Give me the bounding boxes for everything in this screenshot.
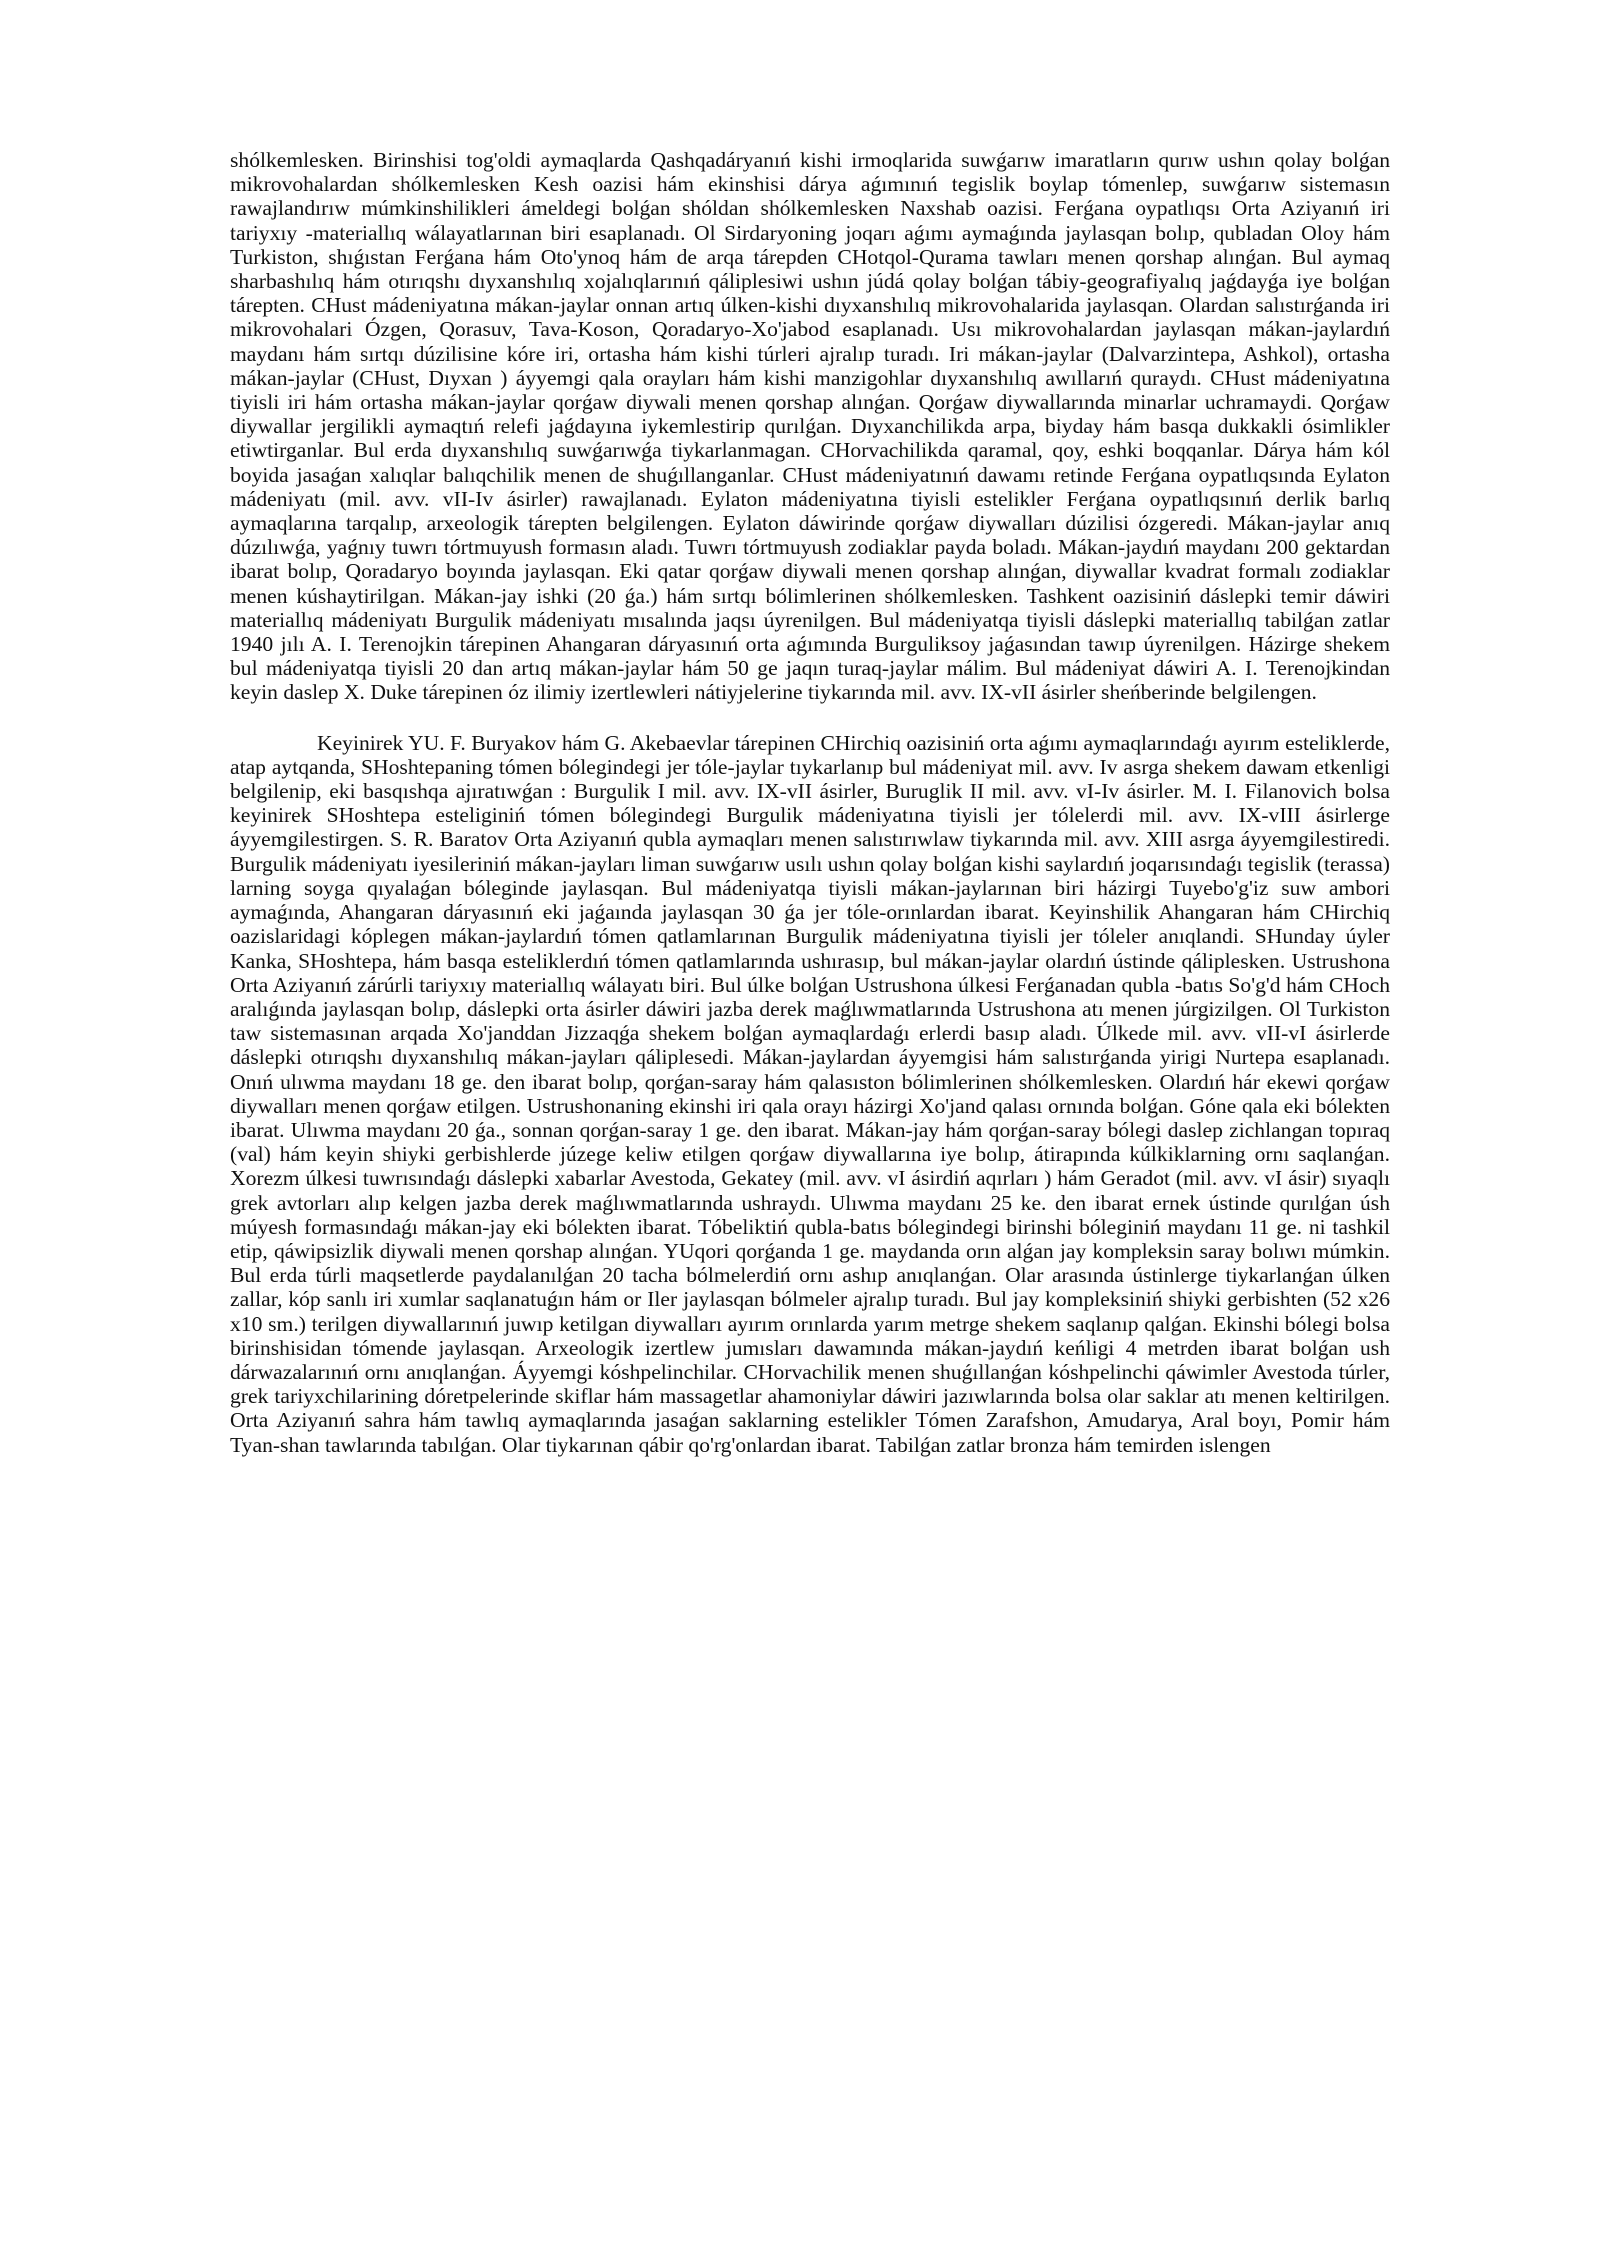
paragraph-1: shólkemlesken. Birinshisi tog'oldi aymaqlarda Qashqadáryanıń kishi irmoqlarida suwǵarıw imaratların qurıw ushın qolay bolǵan mikrovohalardan shólkemlesken Kesh oazisi hám ekinshisi dárya aǵımınıń tegislik boylap tómenlep, suwǵarıw sistemasın rawajlandırıw múmkinshilikleri ámeldegi bolǵan shóldan shólkemlesken Naxshab oazisi. Ferǵana oypatlıqsı Orta Aziyanıń iri tariyxıy -materiallıq wálayatlarınan biri esaplanadı. Ol Sirdaryoning joqarı aǵımı aymaǵında jaylasqan bolıp, qubladan Oloy hám Turkiston, shıǵıstan Ferǵana hám Oto'ynoq hám de arqa tárepden CHotqol-Qurama tawları menen qorshap alınǵan. Bul aymaq sharbashılıq hám otırıqshı dıyxanshılıq xojalıqlarınıń qáliplesiwi ushın júdá qolay bolǵan tábiy-geografiyalıq jaǵdayǵa iye bolǵan tárepten. CHust mádeniyatına mákan-jaylar onnan artıq úlken-kishi dıyxanshılıq mikrovohalarida jaylasqan. Olardan salıstırǵanda iri mikrovohalari Ózgen, Qorasuv, Tava-Koson, Qoradaryo-Xo'jabod esaplanadı. Usı mikrovohalardan jaylasqan mákan-jaylardıń maydanı hám sırtqı dúzilisine kóre iri, ortasha hám kishi túrleri ajralıp turadı. Iri mákan-jaylar (Dalvarzintepa, Ashkol), ortasha mákan-jaylar (CHust, Dıyxan ) áyyemgi qala orayları hám kishi manzigohlar dıyxanshılıq awıllarıń quraydı. CHust mádeniyatına tiyisli iri hám ortasha mákan-jaylar qorǵaw diywali menen qorshap alınǵan. Qorǵaw diywallarında minarlar uchramaydi. Qorǵaw diywallar jergilikli aymaqtıń relefi jaǵdayına iykemlestirip qurılǵan. Dıyxanchilikda arpa, biyday hám basqa dukkakli ósimlikler etiwtirganlar. Bul erda dıyxanshılıq suwǵarıwǵa tiykarlanmagan. CHorvachilikda qaramal, qoy, eshki boqqanlar. Dárya hám kól boyida jasaǵan xalıqlar balıqchilik menen de shuǵıllanganlar. CHust mádeniyatınıń dawamı retinde Ferǵana oypatlıqsında Eylaton mádeniyatı (mil. avv. vII-Iv ásirler) rawajlanadı. Eylaton mádeniyatına tiyisli estelikler Ferǵana oypatlıqsınıń derlik barlıq aymaqlarına tarqalıp, arxeologik tárepten belgilengen. Eylaton dáwirinde qorǵaw diywalları dúzilisi ózgeredi. Mákan-jaylar anıq dúzılıwǵa, yaǵnıy tuwrı tórtmuyush formasın aladı. Tuwrı tórtmuyush zodiaklar payda boladı. Mákan-jaydıń maydanı 200 gektardan ibarat bolıp, Qoradaryo boyında jaylasqan. Eki qatar qorǵaw diywali menen qorshap alınǵan, diywallar kvadrat formalı zodiaklar menen kúshaytirilgan. Mákan-jay ishki (20 ǵa.) hám sırtqı bólimlerinen shólkemlesken. Tashkent oazisiniń dáslepki temir dáwiri materiallıq mádeniyatı Burgulik mádeniyatı mısalında jaqsı úyrenilgen. Bul mádeniyatqa tiyisli dáslepki materiallıq tabilǵan zatlar 1940 jılı A. I. Terenojkin tárepinen Ahangaran dáryasınıń orta aǵımında Burguliksoy jaǵasından tawıp úyrenilgen. Házirge shekem bul mádeniyatqa tiyisli 20 dan artıq mákan-jaylar hám 50 ge jaqın turaq-jaylar málim. Bul mádeniyat dáwiri A. I. Terenojkindan keyin daslep X. Duke tárepinen óz ilimiy izertlewleri nátiyjelerine tiykarında mil. avv. IX-vII ásirler sheńberinde belgilengen. — [230, 148, 1390, 705]
paragraph-2: Keyinirek YU. F. Buryakov hám G. Akebaevlar tárepinen CHirchiq oazisiniń orta aǵımı aymaqlarındaǵı ayırım esteliklerde, atap aytqanda, SHoshtepaning tómen bólegindegi jer tóle-jaylar tıykarlanıp bul mádeniyat mil. avv. Iv asrga shekem dawam etkenligi belgilenip, eki basqıshqa ajıratıwǵan : Burgulik I mil. avv. IX-vII ásirler, Buruglik II mil. avv. vI-Iv ásirler. M. I. Filanovich bolsa keyinirek SHoshtepa esteliginiń tómen bólegindegi Burgulik mádeniyatına tiyisli jer tólelerdi mil. avv. IX-vIII ásirlerge áyyemgilestirgen. S. R. Baratov Orta Aziyanıń qubla aymaqları menen salıstırıwlaw tiykarında mil. avv. XIII asrga áyyemgilestiredi. Burgulik mádeniyatı iyesileriniń mákan-jayları liman suwǵarıw usılı ushın qolay bolǵan kishi saylardıń joqarısındaǵı tegislik (terassa) larning soyga qıyalaǵan bóleginde jaylasqan. Bul mádeniyatqa tiyisli mákan-jaylarınan biri házirgi Tuyebo'g'iz suw ambori aymaǵında, Ahangaran dáryasınıń eki jaǵaında jaylasqan 30 ǵa jer tóle-orınlardan ibarat. Keyinshilik Ahangaran hám CHirchiq oazislaridagi kóplegen mákan-jaylardıń tómen qatlamlarınan Burgulik mádeniyatına tiyisli jer tóleler anıqlandi. SHunday úyler Kanka, SHoshtepa, hám basqa esteliklerdıń tómen qatlamlarında ushırasıp, bul mákan-jaylar olardıń ústinde qáliplesken. Ustrushona Orta Aziyanıń zárúrli tariyxıy materiallıq wálayatı biri. Bul úlke bolǵan Ustrushona úlkesi Ferǵanadan qubla -batıs So'g'd hám CHoch aralıǵında jaylasqan bolıp, dáslepki orta ásirler dáwiri jazba derek maǵlıwmatlarında Ustrushona atı menen júrgizilgen. Ol Turkiston taw sistemasınan arqada Xo'janddan Jizzaqǵa shekem bolǵan aymaqlardaǵı erlerdi basıp aladı. Úlkede mil. avv. vII-vI ásirlerde dáslepki otırıqshı dıyxanshılıq mákan-jayları qáliplesedi. Mákan-jaylardan áyyemgisi hám salıstırǵanda yirigi Nurtepa esaplanadı. Onıń ulıwma maydanı 18 ge. den ibarat bolıp, qorǵan-saray hám qalasıston bólimlerinen shólkemlesken. Olardıń hár ekewi qorǵaw diywalları menen qorǵaw etilgen. Ustrushonaning ekinshi iri qala orayı házirgi Xo'jand qalası ornında bolǵan. Góne qala eki bólekten ibarat. Ulıwma maydanı 20 ǵa., sonnan qorǵan-saray 1 ge. den ibarat. Mákan-jay hám qorǵan-saray bólegi daslep zichlangan topıraq (val) hám keyin shiyki gerbishlerde júzege keliw etilgen qorǵaw diywallarına iye bolıp, átirapında kúlkiklarning ornı saqlanǵan. Xorezm úlkesi tuwrısındaǵı dáslepki xabarlar Avestoda, Gekatey (mil. avv. vI ásirdiń aqırları ) hám Geradot (mil. avv. vI ásir) sıyaqlı grek avtorları alıp kelgen jazba derek maǵlıwmatlarında ushraydı. Ulıwma maydanı 25 ke. den ibarat ernek ústinde qurılǵan úsh múyesh formasındaǵı mákan-jay eki bólekten ibarat. Tóbeliktiń qubla-batıs bólegindegi birinshi bóleginiń maydanı 11 ge. ni tashkil etip, qáwipsizlik diywali menen qorshap alınǵan. YUqori qorǵanda 1 ge. maydanda orın alǵan jay kompleksin saray bolıwı múmkin. Bul erda túrli maqsetlerde paydalanılǵan 20 tacha bólmelerdiń ornı ashıp anıqlanǵan. Olar arasında ústinlerge tiykarlanǵan úlken zallar, kóp sanlı iri xumlar saqlanatuǵın hám or Iler jaylasqan bólmeler ajralıp turadı. Bul jay kompleksiniń shiyki gerbishten (52 x26 x10 sm.) terilgen diywallarınıń juwıp ketilgan diywalları ayırım orınlarda yarım metrge shekem saqlanıp qalǵan. Ekinshi bólegi bolsa birinshisidan tómende jaylasqan. Arxeologik izertlew jumısları dawamında mákan-jaydıń keńligi 4 metrden ibarat bolǵan ush dárwazalarınıń ornı anıqlanǵan. Áyyemgi kóshpelinchilar. CHorvachilik menen shuǵıllanǵan kóshpelinchi qáwimler Avestoda túrler, grek tariyxchilarining dóretpelerinde skiflar hám massagetlar ahamoniylar dáwiri jazıwlarında bolsa olar saklar atı menen keltirilgen. Orta Aziyanıń sahra hám tawlıq aymaqlarında jasaǵan saklarning estelikler Tómen Zarafshon, Amudarya, Aral boyı, Pomir hám Tyan-shan tawlarında tabılǵan. Olar tiykarınan qábir qo'rg'onlardan ibarat. Tabilǵan zatlar bronza hám temirden islengen — [230, 730, 1390, 1457]
document-page — [230, 148, 1390, 1457]
